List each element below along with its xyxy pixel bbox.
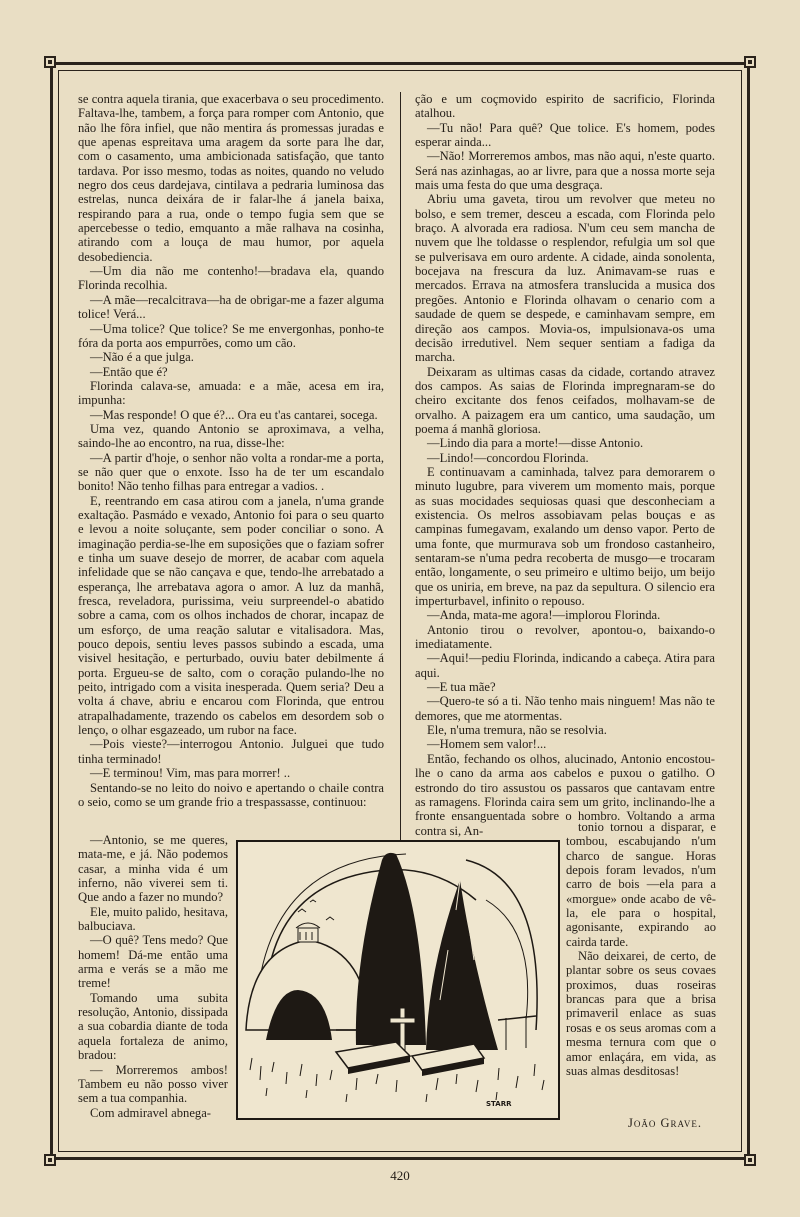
paragraph: tonio tornou a disparar, e tombou, escabujando n'um charco de sangue. Horas depois foram levados, n'um carro de bois —ela para a «morgue» onde acabo de vê-la, ele para o hospital, agonisante, expirando ao cairda tarde.	[566, 820, 716, 949]
paragraph: E, reentrando em casa atirou com a janela, n'uma grande exaltação. Pasmádo e vexado, Antonio foi para o seu quarto e levou a noite soluçante, sem poder conciliar o sono. A imaginação perdia-se-lhe em suposições que o faziam sofrer e tinha um suave desejo de morrer, de acabar com aquela infelidade que se não cançava e que, tendo-lhe arrebatado a esperança, lhe arrebatava agora o amor. A luz da manhã, fresca, reveladora, purissima, veiu surpreendel-o abatido sobre a cama, com os olhos inchados de chorar, incapaz de um esforço, de uma reação salutar e vitalisadora. Mas, pouco depois, sentiu leves passos subindo a escada, uma visivel hesitação, e perturbado, ouviu bater debilmente á porta. Ergueu-se de salto, com o coração pulando-lhe no peito, intrigado com a visita inesperada. Quem seria? Deu a volta á chave, abriu e encarou com Florinda, que entrou atrapalhadamente, trazendo os cabelos em desordem sob o lenço, o olhar esgazeado, um rubor na face.	[78, 493, 384, 738]
left-text-column	[78, 92, 384, 809]
paragraph: —Anda, mata-me agora!—implorou Florinda.	[427, 608, 661, 623]
paragraph: —Não é a que julga.	[90, 350, 194, 365]
paragraph: Tomando uma subita resolução, Antonio, dissipada a sua cobardia diante de toda aquela fortaleza de animo, bradou:	[78, 990, 228, 1063]
paragraph: — Morreremos ambos! Tambem eu não posso viver sem a tua companhia.	[78, 1062, 228, 1106]
paragraph: Então, fechando os olhos, alucinado, Antonio encostou-lhe o cano da arma aos cabelos e puxou o gatilho. O estrondo do tiro assustou os passaros que cantavam entre as ramagens. Florinda caira sem um grito, inclinando-lhe a fronte ensanguentada sobre o hombro. Voltando a arma contra si, An-	[415, 751, 715, 838]
paragraph: Ele, n'uma tremura, não se resolvia.	[427, 723, 607, 738]
paragraph: Deixaram as ultimas casas da cidade, cortando atravez dos campos. As saias de Florinda impregnaram-se do cheiro excitante dos fenos ceifados, molhavam-se de orvalho. A paizagem era um cantico, uma saudação, um poema á manhã gloriosa.	[415, 364, 715, 436]
paragraph: Uma vez, quando Antonio se aproximava, a velha, saindo-lhe ao encontro, na rua, disse-lhe:	[78, 421, 384, 451]
paragraph: se contra aquela tirania, que exacerbava o seu procedimento. Faltava-lhe, tambem, a força para romper com Antonio, que não lhe fôra infiel, que não mentira ás promessas juradas e que apenas espreitava uma aragem da sorte para lhe dar, com o casamento, uma ambicionada satisfação, que tanto tardava. Por isso mesmo, todas as noites, quando no veludo negro dos ceus dardejava, cintilava a pedraria luminosa das estrelas, nunca deixára de ir falar-lhe á janela baixa, respirando para a rua, onde o tempo fugia sem que se apercebesse o tedio, emquanto a mãe ralhava na cosinha, atirando com a louça de mau humor, por aquela desobediencia.	[78, 92, 384, 264]
paragraph: —Homem sem valor!...	[427, 737, 547, 752]
paragraph: —A mãe—recalcitrava—ha de obrigar-me a fazer alguma tolice! Verá...	[78, 292, 384, 322]
left-narrow-text	[78, 833, 228, 1120]
frame-corner-ornament	[744, 1154, 756, 1166]
paragraph: —E terminou! Vim, mas para morrer! ..	[90, 766, 291, 781]
paragraph: —O quê? Tens medo? Que homem! Dá-me então uma arma e verás se a mão me treme!	[78, 933, 228, 991]
paragraph: Sentando-se no leito do noivo e apertando o chaile contra o seio, como se um grande frio a trespassasse, continuou:	[78, 780, 384, 809]
frame-corner-ornament	[44, 56, 56, 68]
paragraph: ção e um coçmovido espirito de sacrificio, Florinda atalhou.	[415, 92, 715, 121]
paragraph: —Não! Morreremos ambos, mas não aqui, n'este quarto. Será nas azinhagas, ao ar livre, para que a nossa morte seja mais uma festa do que uma desgraça.	[415, 149, 715, 193]
paragraph: —Uma tolice? Que tolice? Se me envergonhas, ponho-te fóra da porta aos empurrões, como um cão.	[78, 321, 384, 350]
right-text-column	[415, 92, 715, 838]
frame-corner-ornament	[44, 1154, 56, 1166]
paragraph: Com admiravel abnega-	[90, 1105, 211, 1120]
paragraph: Ele, muito palido, hesitava, balbuciava.	[78, 904, 228, 934]
column-divider	[400, 92, 401, 852]
artist-signature: STARR	[486, 1100, 512, 1108]
paragraph: E continuavam a caminhada, talvez para demorarem o minuto lugubre, para viverem um momento mais, porque as suas mocidades sequiosas quasi que desconheciam a existencia. Os melros assobiavam pelas bouças e as campinas fumegavam, exalando um denso vapor. Perto de uma fonte, que murmurava sob um frondoso castanheiro, sentaram-se n'uma pedra recoberta de musgo—e trocaram então, longamente, o seu primeiro e ultimo beijo, um beijo que os uniria, em breve, na paz da sepultura. O silencio era imperturbavel, infinito o repouso.	[415, 464, 715, 609]
frame-corner-ornament	[744, 56, 756, 68]
paragraph: —E tua mãe?	[427, 680, 496, 695]
paragraph: —Tu não! Para quê? Que tolice. E's homem, podes esperar ainda...	[415, 120, 715, 150]
paragraph: Antonio tirou o revolver, apontou-o, baixando-o imediatamente.	[415, 622, 715, 652]
paragraph: —Lindo dia para a morte!—disse Antonio.	[427, 436, 644, 451]
paragraph: Não deixarei, de certo, de plantar sobre os seus covaes proximos, duas roseiras brancas para que a brisa primaveril enlace as suas rosas e os seus aromas com a mesma ternura com que o amor enlaçára, em vida, as suas almas desditosas!	[566, 949, 716, 1078]
right-narrow-text	[566, 820, 716, 1078]
paragraph: —A partir d'hoje, o senhor não volta a rondar-me a porta, se não quer que o enxote. Isso ha de ter um escandalo bonito! Não tenho filhas para entregar a vadios. .	[78, 450, 384, 494]
paragraph: Florinda calava-se, amuada: e a mãe, acesa em ira, impunha:	[78, 378, 384, 408]
paragraph: —Lindo!—concordou Florinda.	[427, 450, 589, 465]
paragraph: —Um dia não me contenho!—bradava ela, quando Florinda recolhia.	[78, 264, 384, 293]
paragraph: Abriu uma gaveta, tirou um revolver que meteu no bolso, e sem tremer, desceu a escada, com Florinda pelo braço. A alvorada era radiosa. N'um ceu sem mancha de nuvem que lhe toldasse o resplendor, refulgia um sol que se pulverisava em ouro ardente. A cidade, ainda sonolenta, bocejava na frescura da luz. Animavam-se ruas e mercados. Errava na atmosfera translucida a musica dos pregões. Antonio e Florinda olhavam o cenario com a saudade de quem se despede, e caminhavam sempre, em direção aos campos. Movia-os, impulsionava-os uma decisão irredutivel. Nem sequer sentiam a fadiga da marcha.	[415, 192, 715, 365]
paragraph: —Antonio, se me queres, mata-me, e já. Não podemos casar, a minha vida é um inferno, não viverei sem ti. Que ando a fazer no mundo?	[78, 833, 228, 905]
cemetery-illustration	[236, 840, 560, 1120]
paragraph: —Então que é?	[90, 364, 168, 379]
page-number: 420	[390, 1168, 410, 1183]
paragraph: —Pois vieste?—interrogou Antonio. Julguei que tudo tinha terminado!	[78, 737, 384, 766]
paragraph: —Mas responde! O que é?... Ora eu t'as cantarei, socega.	[90, 407, 378, 422]
author-signature: João Grave.	[628, 1116, 702, 1130]
paragraph: —Quero-te só a ti. Não tenho mais ninguem! Mas não te demores, que me atormentas.	[415, 694, 715, 723]
paragraph: —Aqui!—pediu Florinda, indicando a cabeça. Atira para aqui.	[415, 651, 715, 680]
